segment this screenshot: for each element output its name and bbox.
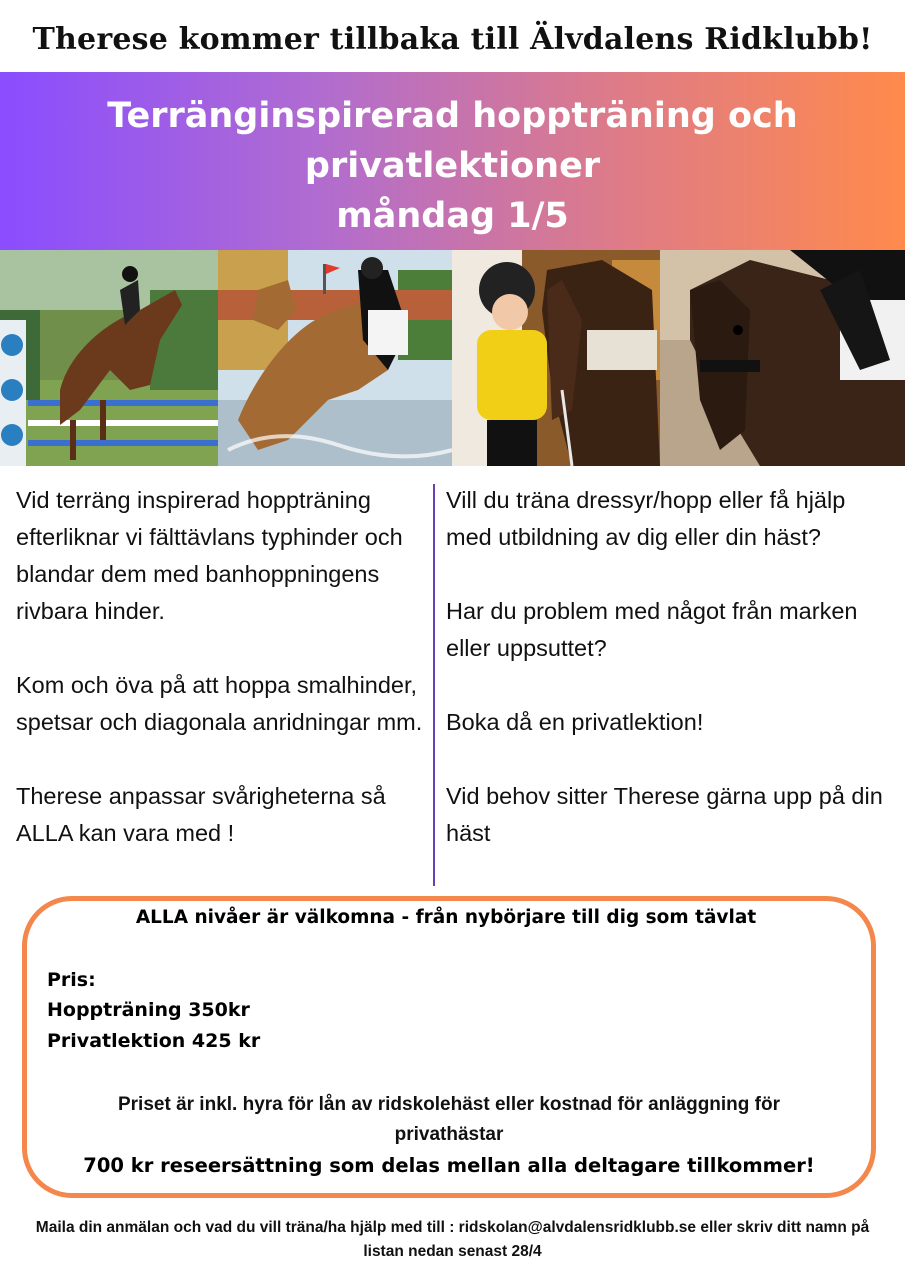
- travel-fee-note: 700 kr reseersättning som delas mellan alla deltagare tillkommer!: [83, 1154, 815, 1177]
- banner-line-1: Terränginspirerad hoppträning och: [107, 96, 798, 136]
- private-lesson-problem: Har du problem med något från marken eller uppsuttet?: [446, 598, 858, 661]
- jump-training-exercises: Kom och öva på att hoppa smalhinder, spetsar och diagonala anridningar mm.: [16, 672, 423, 735]
- jump-training-description: Vid terräng inspirerad hoppträning efterliknar vi fälttävlans typhinder och blandar dem med banhoppningens rivbara hinder.: [16, 487, 403, 624]
- private-lesson-ride: Vid behov sitter Therese gärna upp på din häst: [446, 783, 883, 846]
- all-levels-headline: ALLA nivåer är välkomna - från nybörjare till dig som tävlat: [135, 907, 757, 928]
- jump-training-all-levels: Therese anpassar svårigheterna så ALLA kan vara med !: [16, 783, 386, 846]
- price-note-line-1: Priset är inkl. hyra för lån av ridskolehäst eller kostnad för anläggning för: [117, 1094, 780, 1115]
- private-lesson-cta: Boka då en privatlektion!: [446, 709, 704, 735]
- page-title: Therese kommer tillbaka till Älvdalens Ridklubb!: [32, 22, 873, 57]
- banner-line-3: måndag 1/5: [336, 196, 569, 236]
- price-private-lesson: Privatlektion 425 kr: [47, 1030, 261, 1052]
- signup-instructions: Maila din anmälan och vad du vill träna/ha hjälp med till : ridskolan@alvdalensridklubb.se eller skriv ditt namn på: [35, 1219, 870, 1236]
- signup-footer: [0, 1216, 905, 1264]
- photo-cross-country: [218, 250, 452, 466]
- private-lesson-column: [446, 482, 896, 889]
- private-lesson-question: Vill du träna dressyr/hopp eller få hjälp med utbildning av dig eller din häst?: [446, 487, 846, 550]
- photo-strip: [0, 250, 905, 466]
- signup-deadline: listan nedan senast 28/4: [363, 1243, 542, 1260]
- banner-line-2: privatlektioner: [304, 146, 601, 186]
- photo-dressage-horse: [660, 250, 905, 466]
- photo-show-jumping: [0, 250, 218, 466]
- price-jump-training: Hoppträning 350kr: [47, 999, 250, 1021]
- jump-training-column: [16, 482, 431, 889]
- title-banner: [0, 72, 905, 250]
- price-label: Pris:: [47, 969, 96, 991]
- column-divider: [433, 484, 435, 886]
- price-note-line-2: privathästar: [394, 1124, 504, 1145]
- photo-rider-with-horse: [452, 250, 660, 466]
